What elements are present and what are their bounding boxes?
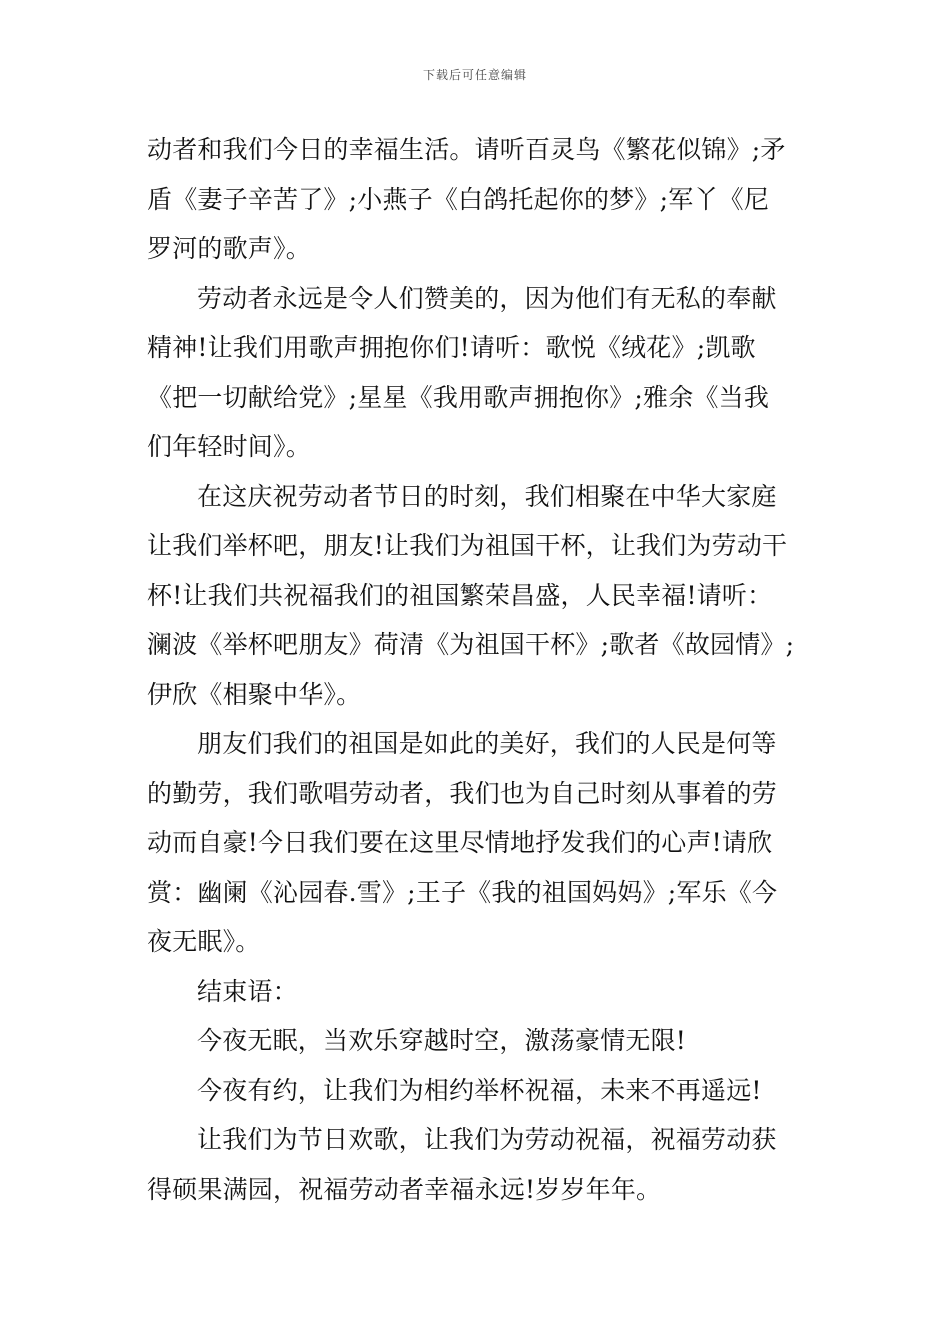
text-line: 《把一切献给党》;星星《我用歌声拥抱你》;雅余《当我 xyxy=(147,382,770,412)
text-line: 动者和我们今日的幸福生活。请听百灵鸟《繁花似锦》;矛 xyxy=(147,135,786,164)
text-line: 朋友们我们的祖国是如此的美好，我们的人民是何等 xyxy=(197,729,777,758)
text-line: 得硕果满园，祝福劳动者幸福永远!岁岁年年。 xyxy=(147,1174,662,1204)
text-line: 的勤劳，我们歌唱劳动者，我们也为自己时刻从事着的劳 xyxy=(147,778,778,808)
text-line: 伊欣《相聚中华》。 xyxy=(147,679,362,709)
text-line: 结束语： xyxy=(197,976,298,1006)
text-line: 赏：幽阑《沁园春.雪》;王子《我的祖国妈妈》;军乐《今 xyxy=(147,877,778,907)
text-line: 让我们为节日欢歌，让我们为劳动祝福，祝福劳动获 xyxy=(197,1125,777,1154)
text-line: 杯!让我们共祝福我们的祖国繁荣昌盛，人民幸福!请听： xyxy=(147,580,773,610)
page-header: 下载后可任意编辑 xyxy=(422,68,527,82)
text-line: 劳动者永远是令人们赞美的，因为他们有无私的奉献 xyxy=(197,283,777,313)
text-line: 今夜无眠，当欢乐穿越时空，激荡豪情无限! xyxy=(197,1026,687,1055)
text-line: 精神!让我们用歌声拥抱你们!请听：歌悦《绒花》;凯歌 xyxy=(147,333,756,362)
text-line: 罗河的歌声》。 xyxy=(147,234,311,263)
text-line: 们年轻时间》。 xyxy=(147,432,311,461)
text-line: 动而自豪!今日我们要在这里尽情地抒发我们的心声!请欣 xyxy=(147,828,773,857)
text-line: 在这庆祝劳动者节日的时刻，我们相聚在中华大家庭 xyxy=(197,481,777,511)
text-line: 盾《妻子辛苦了》;小燕子《白鸽托起你的梦》;军丫《尼 xyxy=(147,184,770,214)
text-line: 今夜有约，让我们为相约举杯祝福，未来不再遥远! xyxy=(197,1075,762,1105)
document-body xyxy=(147,125,812,1214)
text-line: 让我们举杯吧，朋友!让我们为祖国干杯，让我们为劳动干 xyxy=(147,531,788,560)
text-line: 夜无眠》。 xyxy=(147,927,261,956)
text-line: 澜波《举杯吧朋友》荷清《为祖国干杯》;歌者《故园情》; xyxy=(147,630,795,659)
